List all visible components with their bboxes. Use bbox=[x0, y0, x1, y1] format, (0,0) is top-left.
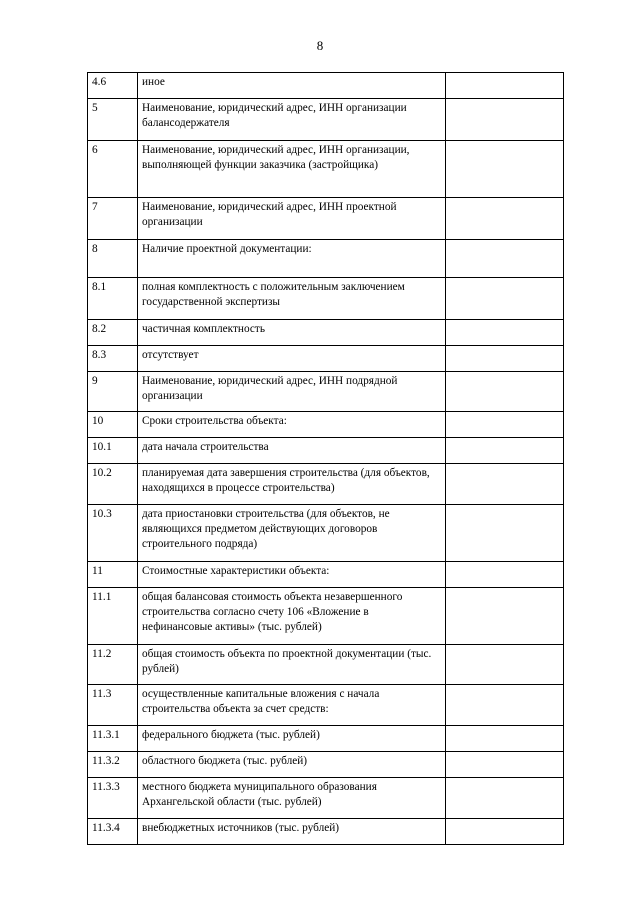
table-row bbox=[88, 278, 564, 320]
row-label: полная комплектность с положительным заключением государственной экспертизы bbox=[138, 278, 446, 320]
table-row bbox=[88, 562, 564, 588]
table-row bbox=[88, 752, 564, 778]
row-label: Наличие проектной документации: bbox=[138, 240, 446, 278]
row-label: Наименование, юридический адрес, ИНН проектной организации bbox=[138, 198, 446, 240]
row-value-cell[interactable] bbox=[446, 588, 564, 645]
row-number: 10.2 bbox=[88, 464, 138, 505]
row-label: частичная комплектность bbox=[138, 320, 446, 346]
table-row bbox=[88, 346, 564, 372]
table-row bbox=[88, 438, 564, 464]
row-value-cell[interactable] bbox=[446, 73, 564, 99]
row-value-cell[interactable] bbox=[446, 752, 564, 778]
row-label: Стоимостные характеристики объекта: bbox=[138, 562, 446, 588]
row-value-cell[interactable] bbox=[446, 819, 564, 845]
row-label: общая стоимость объекта по проектной документации (тыс. рублей) bbox=[138, 645, 446, 685]
row-value-cell[interactable] bbox=[446, 141, 564, 198]
row-value-cell[interactable] bbox=[446, 278, 564, 320]
row-number: 10 bbox=[88, 412, 138, 438]
row-number: 11.2 bbox=[88, 645, 138, 685]
row-label: внебюджетных источников (тыс. рублей) bbox=[138, 819, 446, 845]
row-number: 6 bbox=[88, 141, 138, 198]
page-number: 8 bbox=[316, 38, 324, 53]
row-label: общая балансовая стоимость объекта незавершенного строительства согласно счету 106 «Вложение в нефинансовые активы» (тыс. рублей) bbox=[138, 588, 446, 645]
row-number: 10.3 bbox=[88, 505, 138, 562]
row-label: дата начала строительства bbox=[138, 438, 446, 464]
row-value-cell[interactable] bbox=[446, 505, 564, 562]
row-label: дата приостановки строительства (для объектов, не являющихся предметом действующих договоров строительного подряда) bbox=[138, 505, 446, 562]
row-value-cell[interactable] bbox=[446, 562, 564, 588]
row-number: 11.3.2 bbox=[88, 752, 138, 778]
table-row bbox=[88, 198, 564, 240]
row-value-cell[interactable] bbox=[446, 685, 564, 726]
row-label: планируемая дата завершения строительства (для объектов, находящихся в процессе строительства) bbox=[138, 464, 446, 505]
table-row bbox=[88, 412, 564, 438]
row-label: федерального бюджета (тыс. рублей) bbox=[138, 726, 446, 752]
row-value-cell[interactable] bbox=[446, 438, 564, 464]
table-row bbox=[88, 726, 564, 752]
object-info-table bbox=[87, 72, 564, 845]
row-number: 11.3 bbox=[88, 685, 138, 726]
row-number: 5 bbox=[88, 99, 138, 141]
row-value-cell[interactable] bbox=[446, 99, 564, 141]
row-label: Наименование, юридический адрес, ИНН подрядной организации bbox=[138, 372, 446, 412]
table-row bbox=[88, 320, 564, 346]
row-value-cell[interactable] bbox=[446, 464, 564, 505]
row-number: 11 bbox=[88, 562, 138, 588]
row-label: областного бюджета (тыс. рублей) bbox=[138, 752, 446, 778]
table-row bbox=[88, 685, 564, 726]
row-number: 11.1 bbox=[88, 588, 138, 645]
row-value-cell[interactable] bbox=[446, 412, 564, 438]
row-number: 11.3.1 bbox=[88, 726, 138, 752]
row-value-cell[interactable] bbox=[446, 320, 564, 346]
row-value-cell[interactable] bbox=[446, 645, 564, 685]
table-row bbox=[88, 99, 564, 141]
table-row bbox=[88, 819, 564, 845]
row-number: 9 bbox=[88, 372, 138, 412]
row-number: 11.3.3 bbox=[88, 778, 138, 819]
table-row bbox=[88, 73, 564, 99]
row-value-cell[interactable] bbox=[446, 726, 564, 752]
table-row bbox=[88, 240, 564, 278]
row-value-cell[interactable] bbox=[446, 346, 564, 372]
row-label: Наименование, юридический адрес, ИНН организации, выполняющей функции заказчика (застройщика) bbox=[138, 141, 446, 198]
row-label: местного бюджета муниципального образования Архангельской области (тыс. рублей) bbox=[138, 778, 446, 819]
row-number: 4.6 bbox=[88, 73, 138, 99]
table-row bbox=[88, 141, 564, 198]
table-row bbox=[88, 464, 564, 505]
row-number: 11.3.4 bbox=[88, 819, 138, 845]
table-row bbox=[88, 505, 564, 562]
row-value-cell[interactable] bbox=[446, 240, 564, 278]
row-number: 8.1 bbox=[88, 278, 138, 320]
row-value-cell[interactable] bbox=[446, 372, 564, 412]
row-value-cell[interactable] bbox=[446, 198, 564, 240]
table-row bbox=[88, 778, 564, 819]
row-number: 8 bbox=[88, 240, 138, 278]
row-number: 8.2 bbox=[88, 320, 138, 346]
table-row bbox=[88, 645, 564, 685]
row-number: 8.3 bbox=[88, 346, 138, 372]
row-label: Сроки строительства объекта: bbox=[138, 412, 446, 438]
row-label: Наименование, юридический адрес, ИНН организации балансодержателя bbox=[138, 99, 446, 141]
row-label: осуществленные капитальные вложения с начала строительства объекта за счет средств: bbox=[138, 685, 446, 726]
table-row bbox=[88, 372, 564, 412]
row-number: 10.1 bbox=[88, 438, 138, 464]
row-number: 7 bbox=[88, 198, 138, 240]
table-body bbox=[88, 73, 564, 845]
row-label: иное bbox=[138, 73, 446, 99]
row-label: отсутствует bbox=[138, 346, 446, 372]
table-row bbox=[88, 588, 564, 645]
row-value-cell[interactable] bbox=[446, 778, 564, 819]
